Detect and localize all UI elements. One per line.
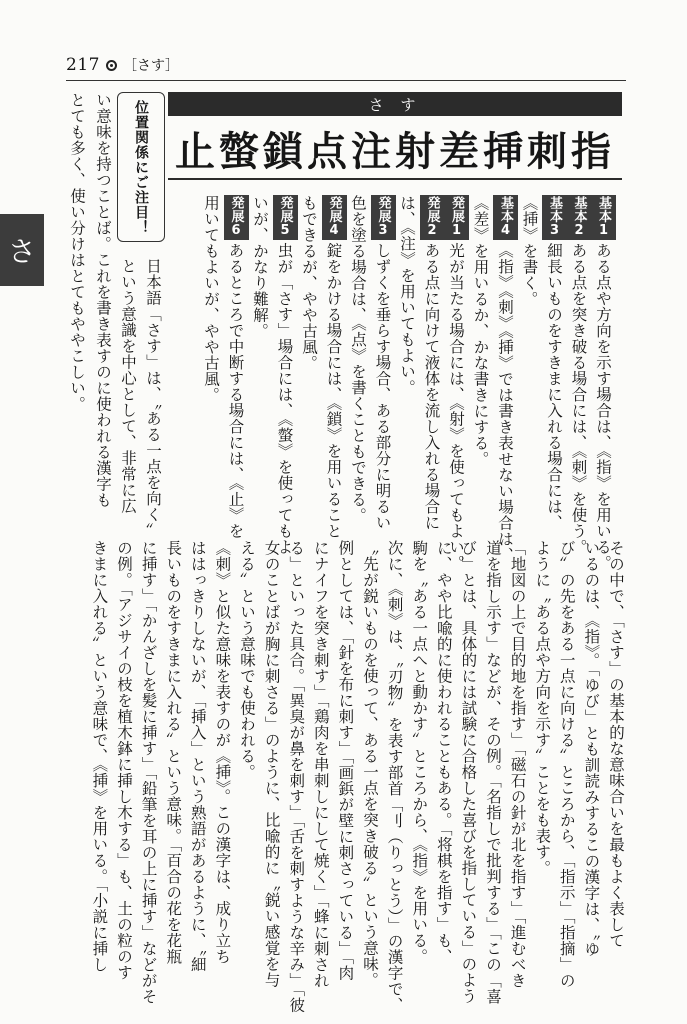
body-line-text: び〟の先をある一点に向ける〟ところから、「指示」「指摘」の (557, 540, 576, 989)
usage-line (247, 195, 272, 517)
body-line (185, 540, 210, 988)
body-line (234, 540, 259, 988)
intro-line-text: とても多く、使い分けはとてもややこしい。 (68, 92, 86, 412)
body-line-text: 女のことばが胸に刺さる」のように、比喩的に〝鋭い感覚を与 (262, 540, 281, 988)
header-rule (66, 80, 626, 81)
body-line (529, 540, 554, 988)
intro-line (90, 92, 115, 518)
usage-tag: 発展5 (273, 195, 298, 240)
usage-line-text: 《指》《刺》《挿》では書き表せない場合は、 (496, 242, 514, 563)
usage-tag: 発展6 (224, 195, 249, 240)
title-reading: さ す (168, 92, 622, 116)
usage-line-text: 色を塗る場合は、《点》を書くこともできる。 (349, 195, 367, 524)
body-line (332, 540, 357, 988)
usage-line (492, 195, 518, 563)
usage-tag: 基本1 (591, 195, 616, 240)
usage-tag: 発展2 (420, 195, 445, 240)
usage-line (321, 195, 347, 539)
body-line (136, 540, 161, 1005)
page-number: 217 (66, 55, 100, 75)
bullet-icon (106, 60, 117, 71)
body-line-text: の例。「アジサイの枝を植木鉢に挿し木する」も、土の粒のす (115, 540, 133, 981)
running-head (66, 52, 179, 78)
usage-line-text: 《挿》を書く。 (520, 195, 539, 307)
usage-line (541, 195, 567, 531)
usage-line (345, 195, 370, 524)
body-line-text: その中で、「さす」の基本的な意味合いを最もよく表して (607, 540, 625, 949)
body-line-text: える〟という意味でも使われる。 (238, 540, 256, 780)
intro-line-text: い意味を持つことば。これを書き表すのに使われる漢字も (94, 92, 112, 508)
body-line (554, 540, 579, 988)
body-line-text: び」とは、具体的には試験に合格した喜びを指している」のよう (459, 540, 478, 1004)
body-line-text: に挿す」「かんざしを髪に挿す」「鉛筆を耳の上に挿す」などがそ (139, 540, 158, 1005)
usage-line (223, 195, 249, 539)
usage-line (468, 195, 493, 517)
usage-line (272, 195, 298, 555)
usage-line-text: は、《注》を用いてもよい。 (398, 195, 416, 396)
usage-line-text: あるところで中断する場合には、《止》を (226, 242, 245, 539)
body-line (480, 540, 505, 1005)
body-line-text: 駒を〝ある一点へと動かす〟ところから、《指》を用いる。 (410, 540, 429, 965)
body-line-text: ように〝ある点や方向を示す〟ことをも表す。 (533, 540, 552, 876)
body-line (357, 540, 382, 988)
intro-line (140, 258, 165, 539)
usage-line (198, 195, 223, 517)
usage-tag: 基本2 (567, 195, 592, 240)
body-line-text: にナイフを突き刺す」「鶏肉を串刺しにして焼く」「蜂に刺され (311, 540, 330, 989)
usage-tag: 基本4 (493, 195, 518, 240)
body-line (111, 540, 136, 988)
body-line (382, 540, 407, 1013)
header-reading: ［さす］ (122, 58, 179, 74)
usage-line-text: しずくを垂らす場合、ある部分に明るい (373, 242, 392, 531)
usage-line-text: ある点を突き破る場合には、《刺》を使う。 (569, 242, 588, 555)
title-kanji: 止螫鎖点注射差挿刺指 (168, 118, 622, 180)
body-line-text: 次に、《刺》は、〝刃物〟を表す部首「刂（りっとう）」の漢字で、 (385, 540, 404, 1013)
body-line (160, 540, 185, 988)
usage-line (296, 195, 321, 517)
body-line (505, 540, 530, 988)
usage-line (419, 195, 445, 531)
usage-tag: 発展3 (371, 195, 396, 240)
body-line (603, 540, 628, 988)
usage-line (590, 195, 616, 571)
body-line (259, 540, 284, 988)
body-line (86, 540, 111, 988)
body-line (209, 540, 234, 988)
usage-tag: 発展1 (444, 195, 469, 240)
body-line (308, 540, 333, 988)
usage-line (370, 195, 396, 531)
body-line-text: ははっきりしないが、「挿入」という熟語があるように、〝細 (188, 540, 207, 973)
body-line (283, 540, 308, 1013)
usage-tag: 発展4 (322, 195, 347, 240)
intro-line-text: という意識を中心として、非常に広 (119, 258, 137, 514)
usage-line-text: ある点に向けて液体を流し入れる場合に (422, 242, 441, 531)
focus-box (117, 92, 165, 242)
body-line-text: 例としては、「針を布に刺す」「画鋲が壁に刺さっている」「肉 (336, 540, 355, 981)
body-line-text: に、やや比喩的に使われることもある。「将棋を指す」も、 (434, 540, 453, 965)
usage-line-text: 虫が「さす」場合には、《螫》を使ってもよ (275, 242, 294, 555)
body-line-text: きまに入れる〟という意味で、《挿》を用いる。「小説に挿し (90, 540, 109, 973)
usage-line-text: いが、かなり難解。 (251, 195, 269, 339)
body-line (406, 540, 431, 988)
body-line (578, 540, 603, 988)
index-tab: さ (0, 214, 44, 286)
usage-line-text: 光が当たる場合には、《射》を使ってもよい。 (447, 242, 465, 571)
intro-line-text: 日本語「さす」は、〝ある一点を向く〟 (144, 258, 162, 539)
usage-line-text: ある点や方向を示す場合は、《指》を用いる。 (594, 242, 612, 571)
usage-tag: 基本3 (542, 195, 567, 240)
usage-line-text: 《差》を用いるか、かな書きにする。 (471, 195, 490, 467)
body-line-text: いるのは、《指》。「ゆび」とも訓読みするこの漢字は、〝ゆ (582, 540, 601, 957)
body-line-text: 《刺》と似た意味を表すのが《挿》。この漢字は、成り立ち (213, 540, 232, 965)
usage-line-text: もできるが、やや古風。 (300, 195, 318, 371)
footer (0, 994, 687, 1024)
usage-line (443, 195, 469, 571)
intro-line (64, 92, 89, 518)
usage-line-text: 細長いものをすきまに入れる場合には、 (545, 242, 563, 531)
focus-box-label: 位置関係にご注目！ (133, 99, 149, 235)
body-line-text: 長いものをすきまに入れる〟という意味。「百合の花を花瓶 (164, 540, 183, 965)
body-line-text: 〝先が鋭いものを使って、ある一点を突き破る〟という意味。 (361, 540, 379, 988)
usage-line (394, 195, 419, 517)
body-line (455, 540, 480, 1004)
body-line (431, 540, 456, 988)
body-line-text: 「地図の上で目的地を指す」「磁石の針が北を指す」「進むべき (508, 540, 527, 989)
body-line-text: 道を指し示す」などが、その例。「名指しで批判する」「この「喜 (484, 540, 502, 1005)
intro-line (115, 258, 140, 520)
usage-line-text: 用いてもよいが、やや古風。 (202, 195, 220, 403)
body-line-text: る」といった具合。「異臭が鼻を刺す」「舌を刺すような辛み」「彼 (287, 540, 306, 1013)
usage-line (517, 195, 542, 517)
usage-line (566, 195, 592, 555)
usage-line-text: 錠をかける場合には、《鎖》を用いること (324, 242, 343, 539)
